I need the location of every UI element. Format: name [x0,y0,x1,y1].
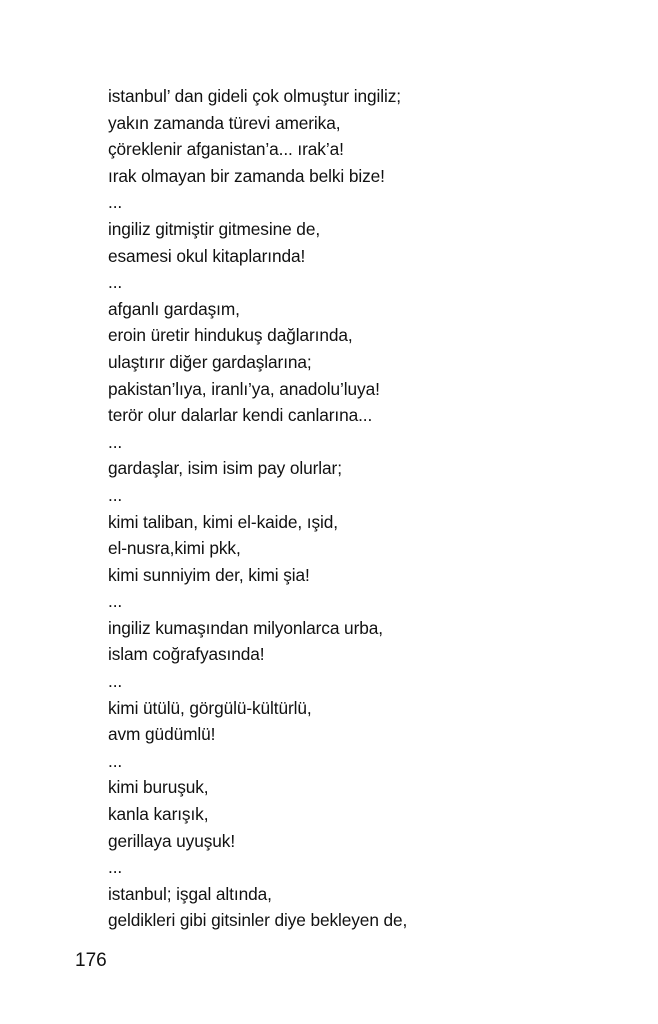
poem-line: istanbul; işgal altında, [108,883,272,904]
poem-line: kimi sunniyim der, kimi şia! [108,564,310,585]
poem-line: yakın zamanda türevi amerika, [108,112,341,133]
poem-line: geldikleri gibi gitsinler diye bekleyen de, [108,910,408,931]
poem-line: avm güdümlü! [108,724,216,745]
poem-line: terör olur dalarlar kendi canlarına... [108,405,373,426]
poem-line: ... [108,192,123,213]
poem-line: ... [108,484,123,505]
poem-line: ... [108,272,123,293]
page-number: 176 [75,950,107,971]
poem-line: istanbul’ dan gideli çok olmuştur ingiliz; [108,86,401,106]
poem-line: pakistan’lıya, iranlı’ya, anadolu’luya! [108,378,380,399]
poem-line: afganlı gardaşım, [108,298,240,319]
poem-line: ... [108,857,123,878]
poem-line: ... [108,431,123,452]
poem-line: kimi ütülü, görgülü-kültürlü, [108,697,312,718]
poem-line: eroin üretir hindukuş dağlarında, [108,325,353,346]
poem-line: gardaşlar, isim isim pay olurlar; [108,458,342,479]
poem-line: el-nusra,kimi pkk, [108,538,241,559]
poem-line: islam coğrafyasında! [108,644,265,665]
poem-line: ingiliz kumaşından milyonlarca urba, [108,617,383,638]
poem-line: gerillaya uyuşuk! [108,830,236,851]
poem-line: kimi taliban, kimi el-kaide, ışid, [108,511,338,532]
poem-line: ... [108,750,123,771]
poem-line: kanla karışık, [108,804,209,825]
poem-line: çöreklenir afganistan’a... ırak’a! [108,139,344,160]
poem-line: kimi buruşuk, [108,777,209,798]
poem-line: ... [108,591,123,612]
poem-line: ... [108,671,123,692]
poem-line: ırak olmayan bir zamanda belki bize! [108,165,385,186]
poem-text [108,83,608,934]
poem-line: ingiliz gitmiştir gitmesine de, [108,218,321,239]
poem-line: ulaştırır diğer gardaşlarına; [108,351,312,372]
poem-line: esamesi okul kitaplarında! [108,245,306,266]
